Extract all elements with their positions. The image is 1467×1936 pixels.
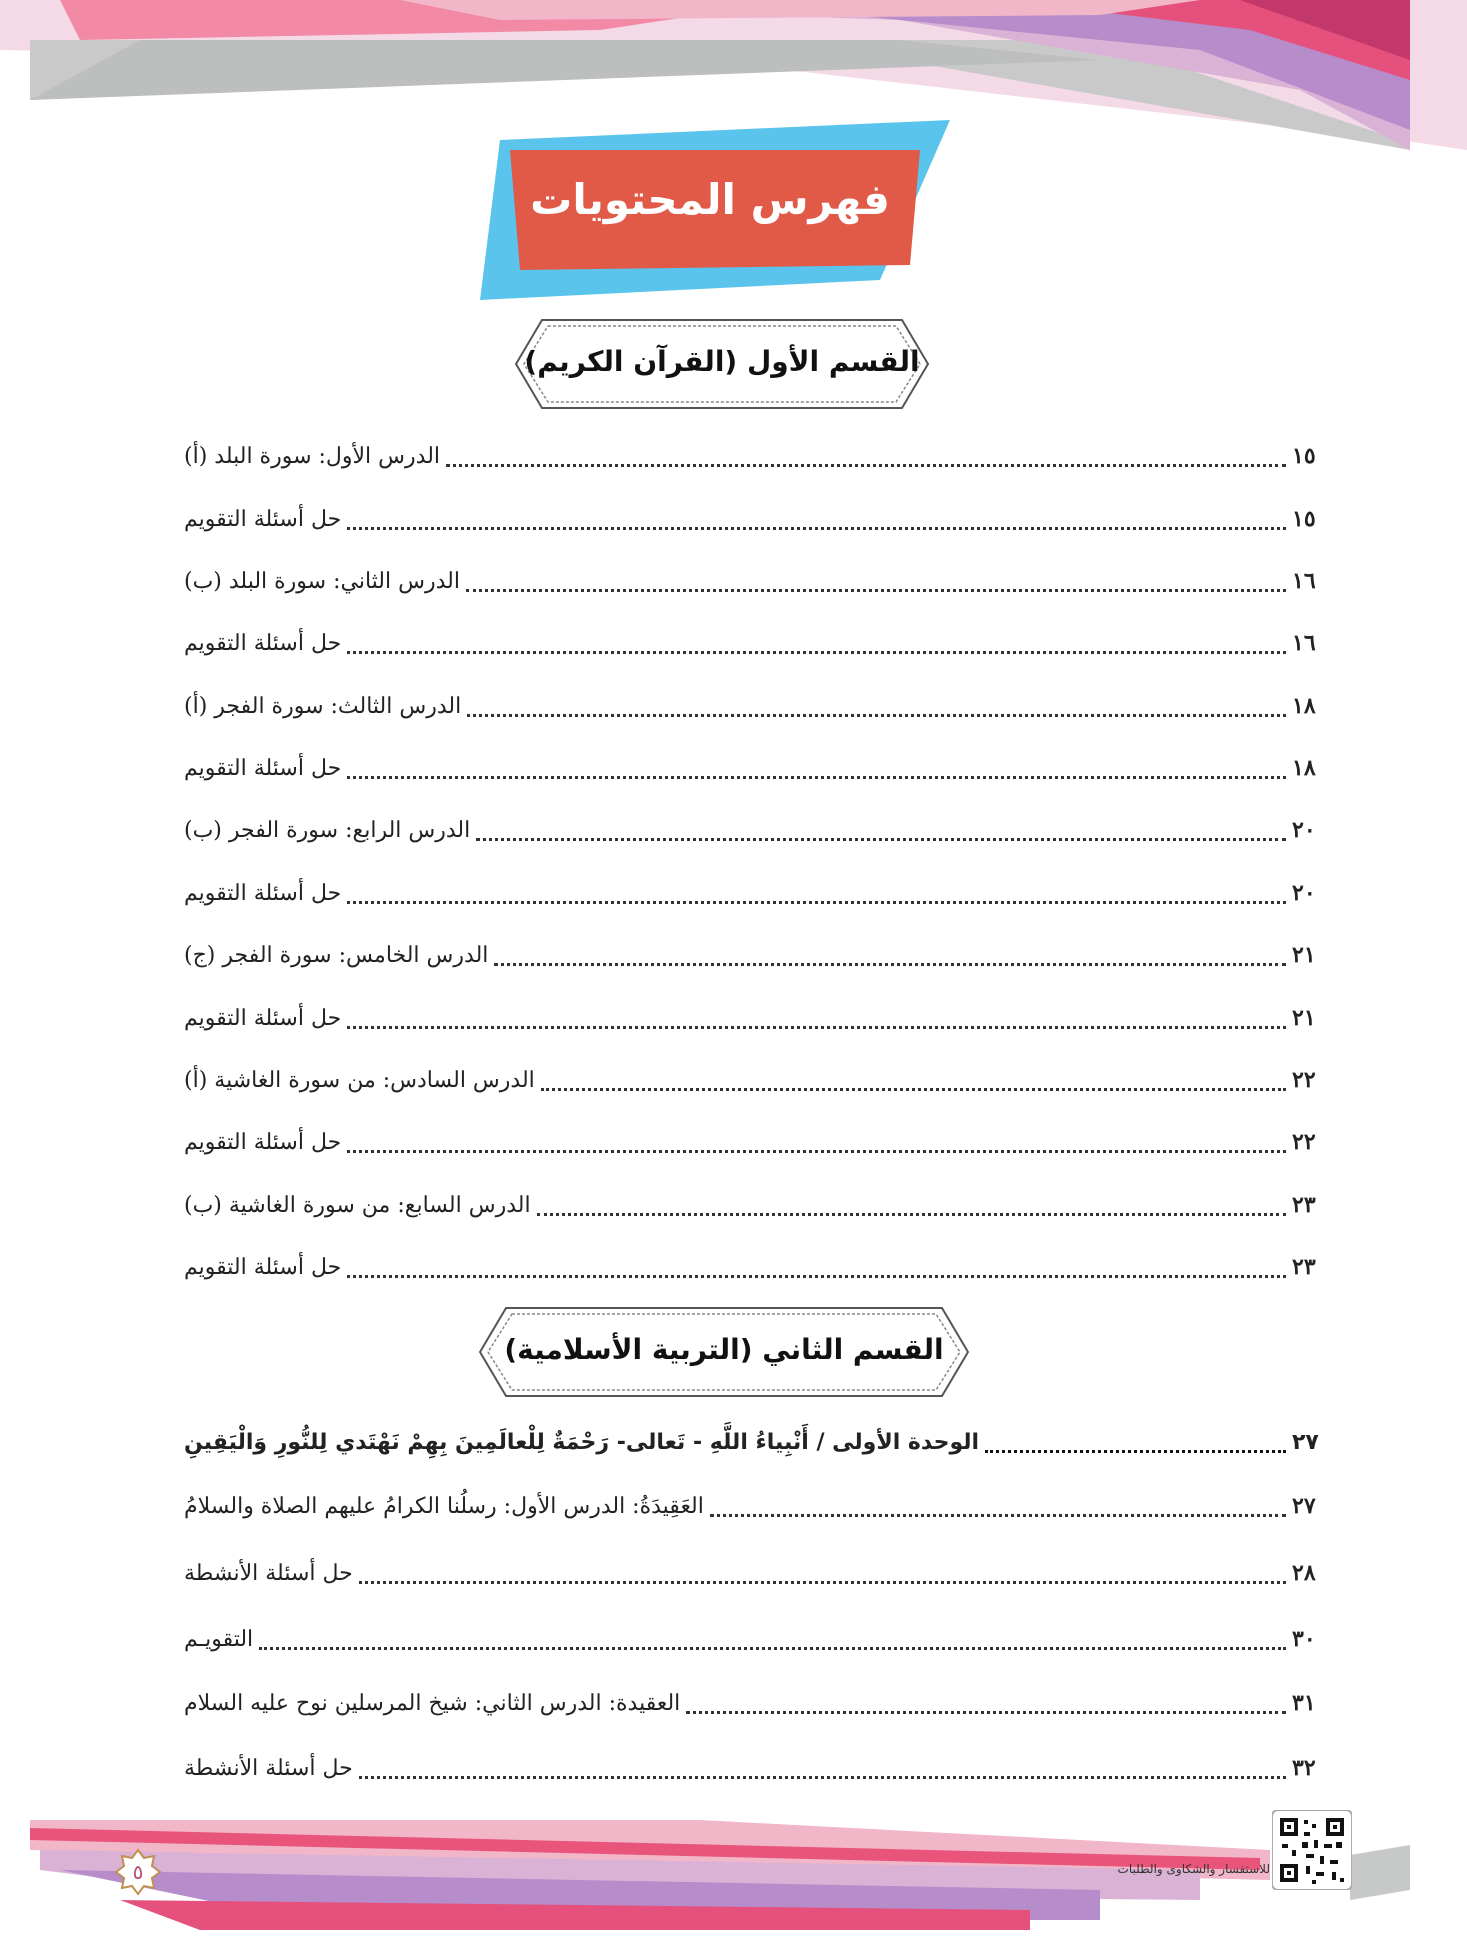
toc-label: حل أسئلة التقويم: [184, 1129, 342, 1155]
dot-leader: [347, 1148, 1286, 1153]
qr-code[interactable]: [1272, 1810, 1352, 1890]
toc-label: حل أسئلة التقويم: [184, 630, 342, 656]
toc-row[interactable]: [178, 559, 1326, 603]
dot-leader: [347, 649, 1286, 654]
dot-leader: [347, 774, 1286, 779]
toc-row[interactable]: [178, 1120, 1326, 1164]
toc-row[interactable]: [178, 996, 1326, 1040]
toc-label: الدرس الثاني: سورة البلد (ب): [184, 568, 460, 594]
toc-row[interactable]: [178, 933, 1326, 977]
toc-label: حل أسئلة التقويم: [184, 1254, 342, 1280]
toc-unit-row[interactable]: [178, 1420, 1326, 1464]
dot-leader: [710, 1512, 1286, 1517]
toc-label: حل أسئلة التقويم: [184, 880, 342, 906]
toc-row[interactable]: [178, 1551, 1326, 1595]
toc-row[interactable]: [178, 808, 1326, 852]
dot-leader: [466, 587, 1286, 592]
toc-label: الوحدة الأولى / أَنْبِياءُ اللَّهِ - تَعالى- رَحْمَةٌ لِلْعالَمِينَ بِهِمْ نَهْتَدي لِلنُّورِ وَالْيَقِينِ: [184, 1429, 980, 1455]
toc-page-number: ١٥: [1292, 443, 1316, 469]
toc-page-number: ٢١: [1292, 1005, 1316, 1031]
toc-label: التقويـم: [184, 1626, 254, 1652]
toc-label: العقيدة: الدرس الثاني: شيخ المرسلين نوح عليه السلام: [184, 1690, 681, 1716]
toc-page-number: ٢٢: [1292, 1067, 1316, 1093]
toc-label: الدرس الثالث: سورة الفجر (أ): [184, 693, 462, 719]
toc-row[interactable]: [178, 1245, 1326, 1289]
toc-row[interactable]: [178, 746, 1326, 790]
page-title: فهرس المحتويات: [530, 175, 890, 224]
toc-page-number: ٢٠: [1292, 817, 1316, 843]
dot-leader: [467, 712, 1286, 717]
toc-page-number: ٢٧: [1292, 1493, 1316, 1519]
toc-page-number: ٢٢: [1292, 1129, 1316, 1155]
page-number: ٥: [132, 1860, 144, 1884]
dot-leader: [359, 1579, 1286, 1584]
toc-label: حل أسئلة التقويم: [184, 755, 342, 781]
toc-label: حل أسئلة التقويم: [184, 506, 342, 532]
dot-leader: [259, 1645, 1286, 1650]
dot-leader: [347, 525, 1286, 530]
toc-label: الدرس الرابع: سورة الفجر (ب): [184, 817, 471, 843]
toc-label: الدرس السابع: من سورة الغاشية (ب): [184, 1192, 531, 1218]
toc-page-number: ١٥: [1292, 506, 1316, 532]
toc-page-number: ٢٣: [1292, 1254, 1316, 1280]
toc-row[interactable]: [178, 1617, 1326, 1661]
dot-leader: [494, 961, 1286, 966]
dot-leader: [985, 1448, 1286, 1453]
toc-page-number: ٢٠: [1292, 880, 1316, 906]
toc-page-number: ٢٨: [1292, 1560, 1316, 1586]
toc-label: الدرس الأول: سورة البلد (أ): [184, 443, 441, 469]
toc-row[interactable]: [178, 1746, 1326, 1790]
toc-page-number: ٣٢: [1292, 1755, 1316, 1781]
toc-label: حل أسئلة التقويم: [184, 1005, 342, 1031]
footer-contact-text: للاستفسار والشكاوى والطلبات: [1117, 1862, 1270, 1876]
toc-row[interactable]: [178, 497, 1326, 541]
toc-page-number: ٣٠: [1292, 1626, 1316, 1652]
toc-label: العَقِيدَةُ: الدرس الأول: رسلُنا الكرامُ عليهم الصلاة والسلامُ: [184, 1493, 704, 1519]
toc-row[interactable]: [178, 621, 1326, 665]
toc-row[interactable]: [178, 434, 1326, 478]
toc-label: حل أسئلة الأنشطة: [184, 1755, 353, 1781]
toc-row[interactable]: [178, 1183, 1326, 1227]
dot-leader: [347, 1273, 1286, 1278]
section-2-header: القسم الثاني (التربية الأسلامية): [504, 1333, 944, 1366]
toc-page-number: ١٨: [1292, 755, 1316, 781]
toc-label: الدرس الخامس: سورة الفجر (ج): [184, 942, 489, 968]
dot-leader: [446, 462, 1286, 467]
dot-leader: [541, 1086, 1286, 1091]
toc-page-number: ١٨: [1292, 693, 1316, 719]
toc-page-number: ٣١: [1292, 1690, 1316, 1716]
toc-row[interactable]: [178, 1058, 1326, 1102]
toc-label: الدرس السادس: من سورة الغاشية (أ): [184, 1067, 535, 1093]
dot-leader: [347, 899, 1286, 904]
dot-leader: [476, 836, 1286, 841]
toc-page-number: ١٦: [1292, 568, 1316, 594]
toc-page-number: ٢٣: [1292, 1192, 1316, 1218]
dot-leader: [347, 1024, 1286, 1029]
toc-row[interactable]: [178, 871, 1326, 915]
toc-label: حل أسئلة الأنشطة: [184, 1560, 353, 1586]
toc-page-number: ١٦: [1292, 630, 1316, 656]
dot-leader: [537, 1211, 1286, 1216]
toc-page-number: ٢١: [1292, 942, 1316, 968]
toc-row[interactable]: [178, 684, 1326, 728]
toc-row[interactable]: [178, 1681, 1326, 1725]
dot-leader: [686, 1709, 1286, 1714]
toc-row[interactable]: [178, 1484, 1326, 1528]
toc-page-number: ٢٧: [1292, 1429, 1319, 1455]
section-1-header: القسم الأول (القرآن الكريم): [524, 345, 920, 378]
dot-leader: [359, 1774, 1286, 1779]
